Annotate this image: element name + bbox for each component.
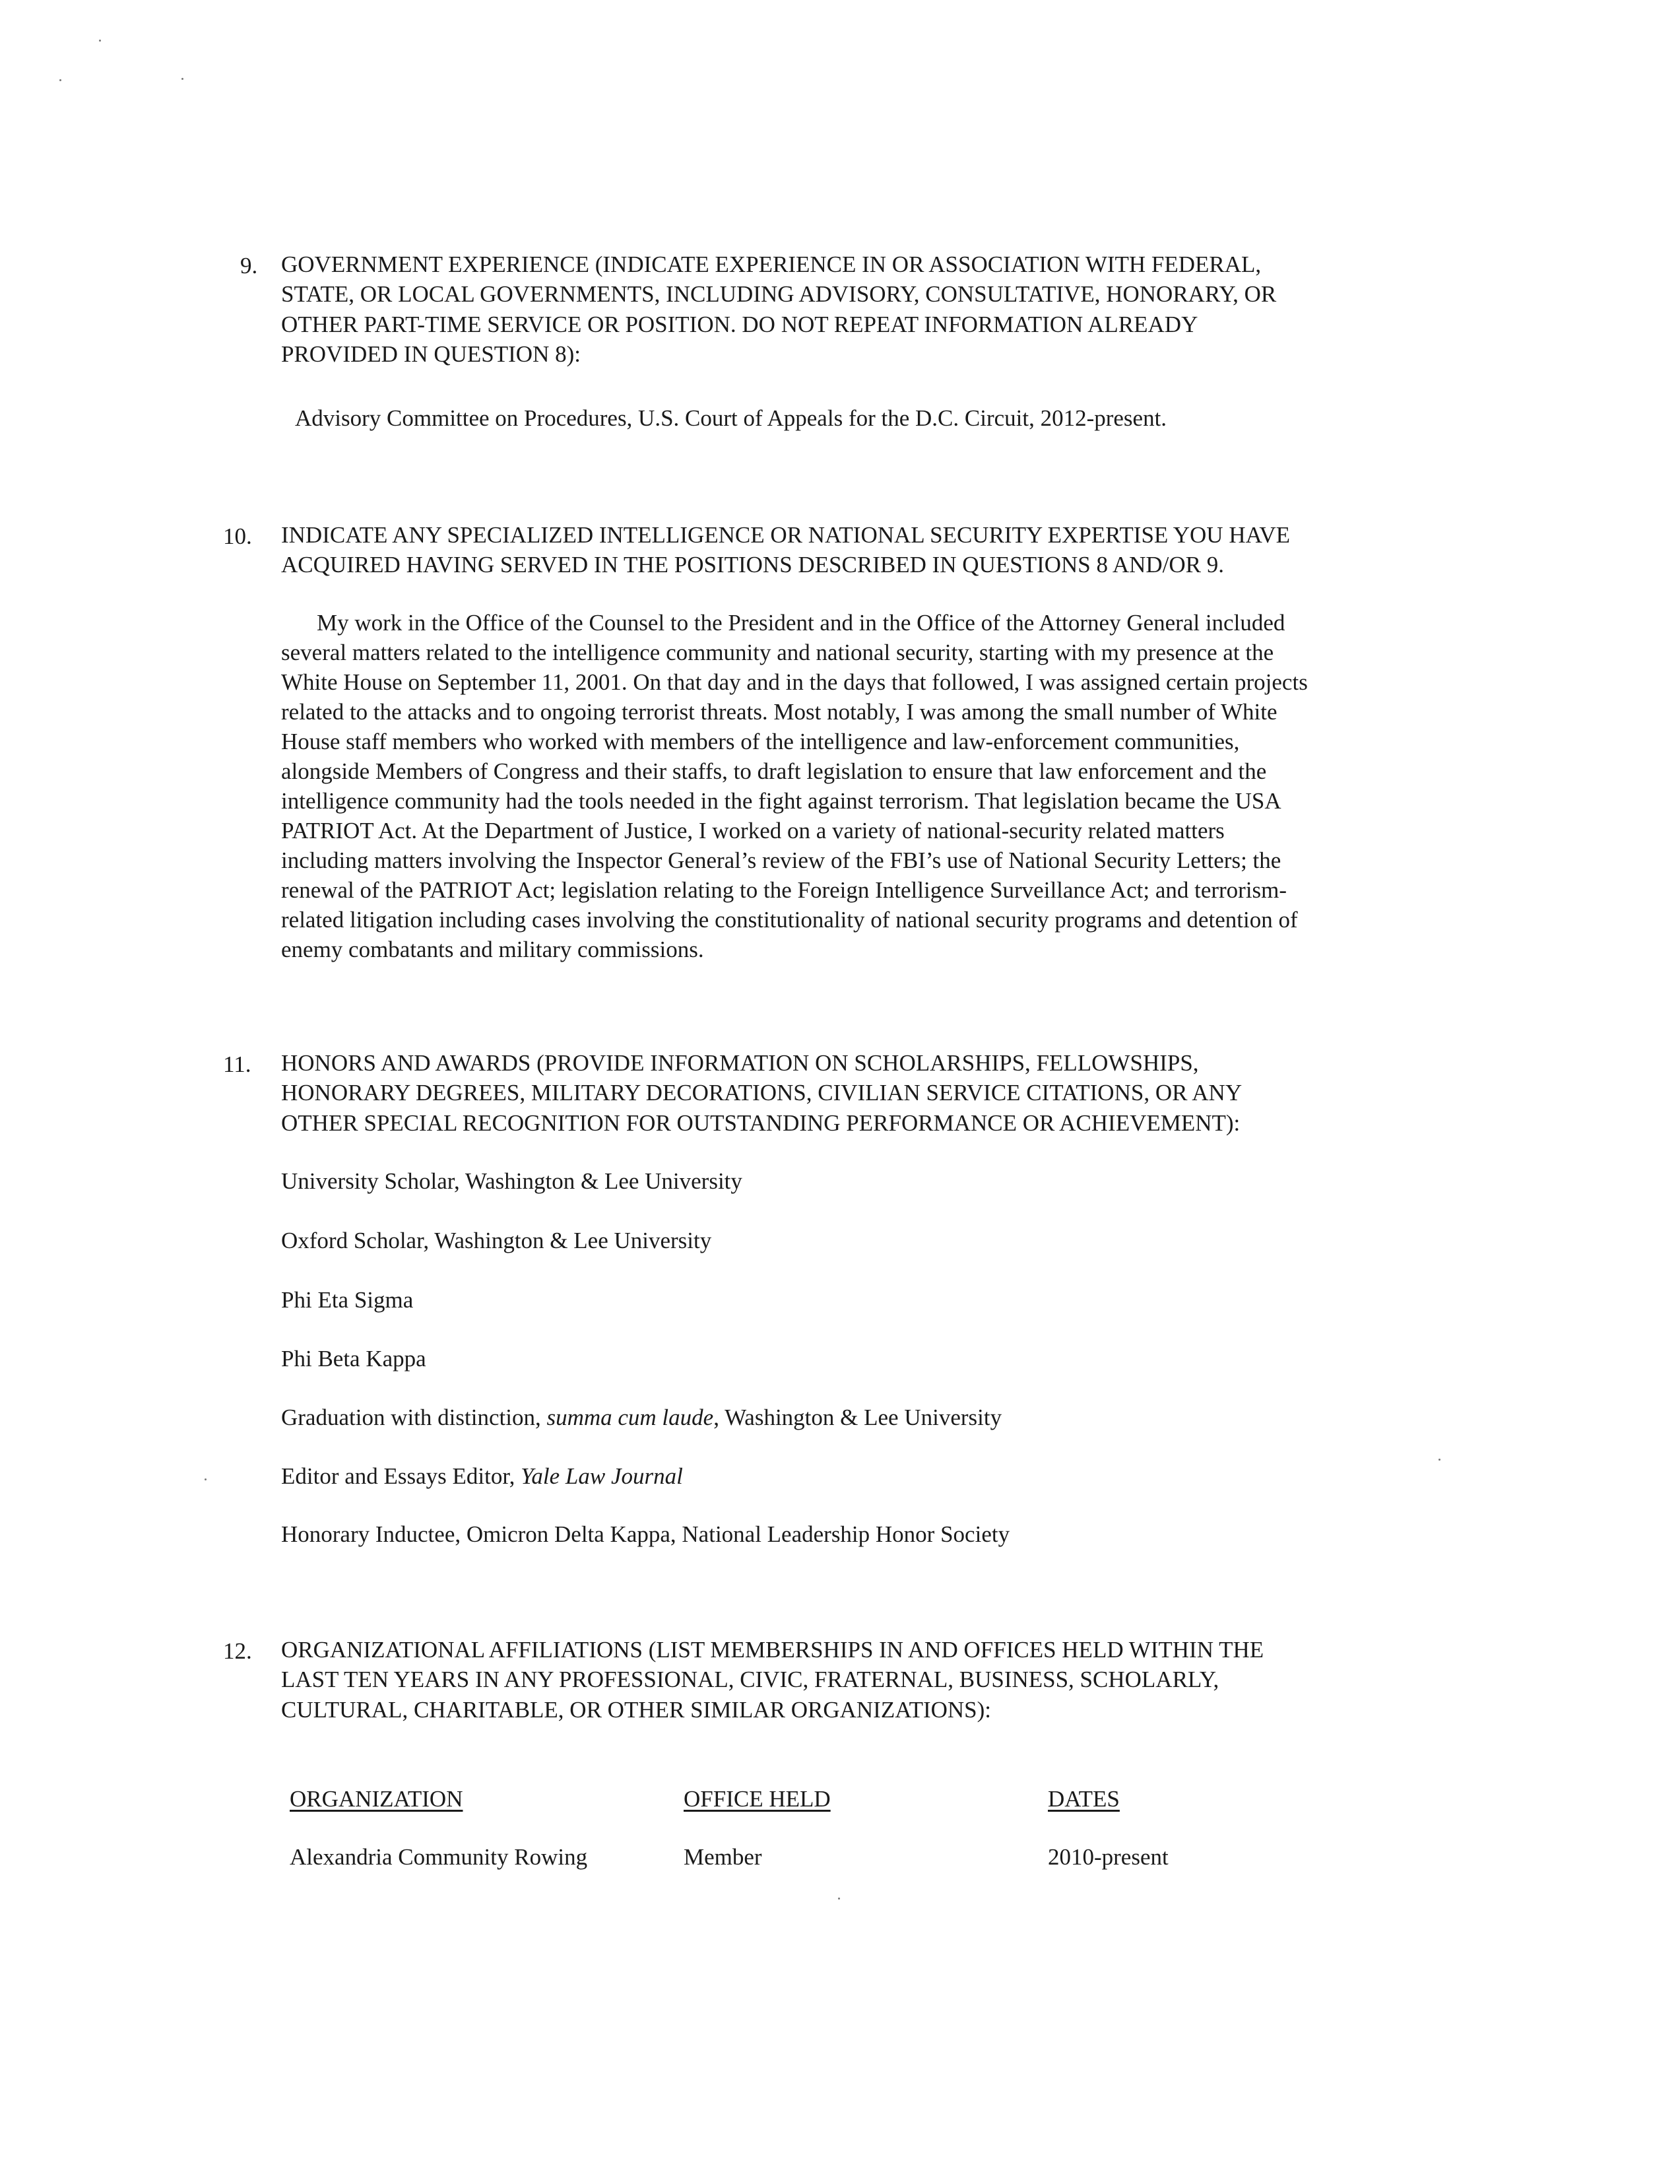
answer-line: House staff members who worked with members of the intelligence and law-enforcement communities, [281,729,1240,754]
question-number: 12. [223,1638,252,1664]
speck [99,40,101,42]
honor-item: Honorary Inductee, Omicron Delta Kappa, National Leadership Honor Society [281,1521,1010,1547]
question-heading-line: HONORS AND AWARDS (PROVIDE INFORMATION ON SCHOLARSHIPS, FELLOWSHIPS, [281,1050,1199,1076]
column-header-dates: DATES [1048,1786,1120,1812]
speck [838,1898,840,1900]
speck [205,1478,207,1480]
answer-text: Advisory Committee on Procedures, U.S. Court of Appeals for the D.C. Circuit, 2012-present. [295,405,1167,431]
question-heading-line: OTHER PART-TIME SERVICE OR POSITION. DO NOT REPEAT INFORMATION ALREADY [281,312,1198,337]
column-header-office: OFFICE HELD [684,1786,831,1812]
answer-line: related to the attacks and to ongoing terrorist threats. Most notably, I was among the small number of White [281,699,1277,725]
answer-line: White House on September 11, 2001. On that day and in the days that followed, I was assigned certain projects [281,669,1308,695]
speck [59,79,61,81]
answer-line: several matters related to the intelligence community and national security, starting with my presence at the [281,640,1274,665]
cell-dates: 2010-present [1048,1844,1169,1870]
question-heading-line: ACQUIRED HAVING SERVED IN THE POSITIONS DESCRIBED IN QUESTIONS 8 AND/OR 9. [281,552,1225,578]
speck [181,78,183,80]
column-header-organization: ORGANIZATION [290,1786,463,1812]
honor-item: Editor and Essays Editor, Yale Law Journal [281,1463,683,1489]
question-heading-line: LAST TEN YEARS IN ANY PROFESSIONAL, CIVIC, FRATERNAL, BUSINESS, SCHOLARLY, [281,1667,1219,1692]
answer-line: renewal of the PATRIOT Act; legislation relating to the Foreign Intelligence Surveillance Act; and terrorism- [281,877,1287,903]
answer-line: including matters involving the Inspector General’s review of the FBI’s use of National Security Letters; the [281,847,1281,873]
cell-organization: Alexandria Community Rowing [290,1844,588,1870]
honor-item: Graduation with distinction, summa cum laude, Washington & Lee University [281,1405,1002,1430]
answer-line: related litigation including cases involving the constitutionality of national security programs and detention of [281,907,1298,933]
question-heading-line: PROVIDED IN QUESTION 8): [281,341,581,367]
honor-item: University Scholar, Washington & Lee University [281,1168,742,1194]
answer-line: My work in the Office of the Counsel to the President and in the Office of the Attorney General included [317,610,1285,636]
question-heading-line: GOVERNMENT EXPERIENCE (INDICATE EXPERIENCE IN OR ASSOCIATION WITH FEDERAL, [281,251,1262,277]
question-heading-line: OTHER SPECIAL RECOGNITION FOR OUTSTANDING PERFORMANCE OR ACHIEVEMENT): [281,1110,1241,1136]
question-heading-line: STATE, OR LOCAL GOVERNMENTS, INCLUDING ADVISORY, CONSULTATIVE, HONORARY, OR [281,281,1277,307]
answer-line: enemy combatants and military commissions. [281,937,704,962]
answer-line: intelligence community had the tools needed in the fight against terrorism. That legislation became the USA [281,788,1281,814]
question-heading-line: INDICATE ANY SPECIALIZED INTELLIGENCE OR NATIONAL SECURITY EXPERTISE YOU HAVE [281,522,1291,548]
answer-line: alongside Members of Congress and their staffs, to draft legislation to ensure that law enforcement and the [281,758,1267,784]
cell-office: Member [684,1844,762,1870]
question-number: 10. [223,523,252,549]
honor-item: Oxford Scholar, Washington & Lee University [281,1228,712,1253]
question-heading-line: ORGANIZATIONAL AFFILIATIONS (LIST MEMBERSHIPS IN AND OFFICES HELD WITHIN THE [281,1637,1264,1663]
honor-item: Phi Beta Kappa [281,1346,426,1372]
question-number: 11. [223,1051,251,1077]
speck [1438,1459,1440,1461]
question-heading-line: HONORARY DEGREES, MILITARY DECORATIONS, CIVILIAN SERVICE CITATIONS, OR ANY [281,1080,1243,1106]
question-heading-line: CULTURAL, CHARITABLE, OR OTHER SIMILAR ORGANIZATIONS): [281,1697,992,1723]
question-number: 9. [240,253,258,279]
answer-line: PATRIOT Act. At the Department of Justice, I worked on a variety of national-security related matters [281,818,1225,844]
honor-item: Phi Eta Sigma [281,1287,414,1313]
